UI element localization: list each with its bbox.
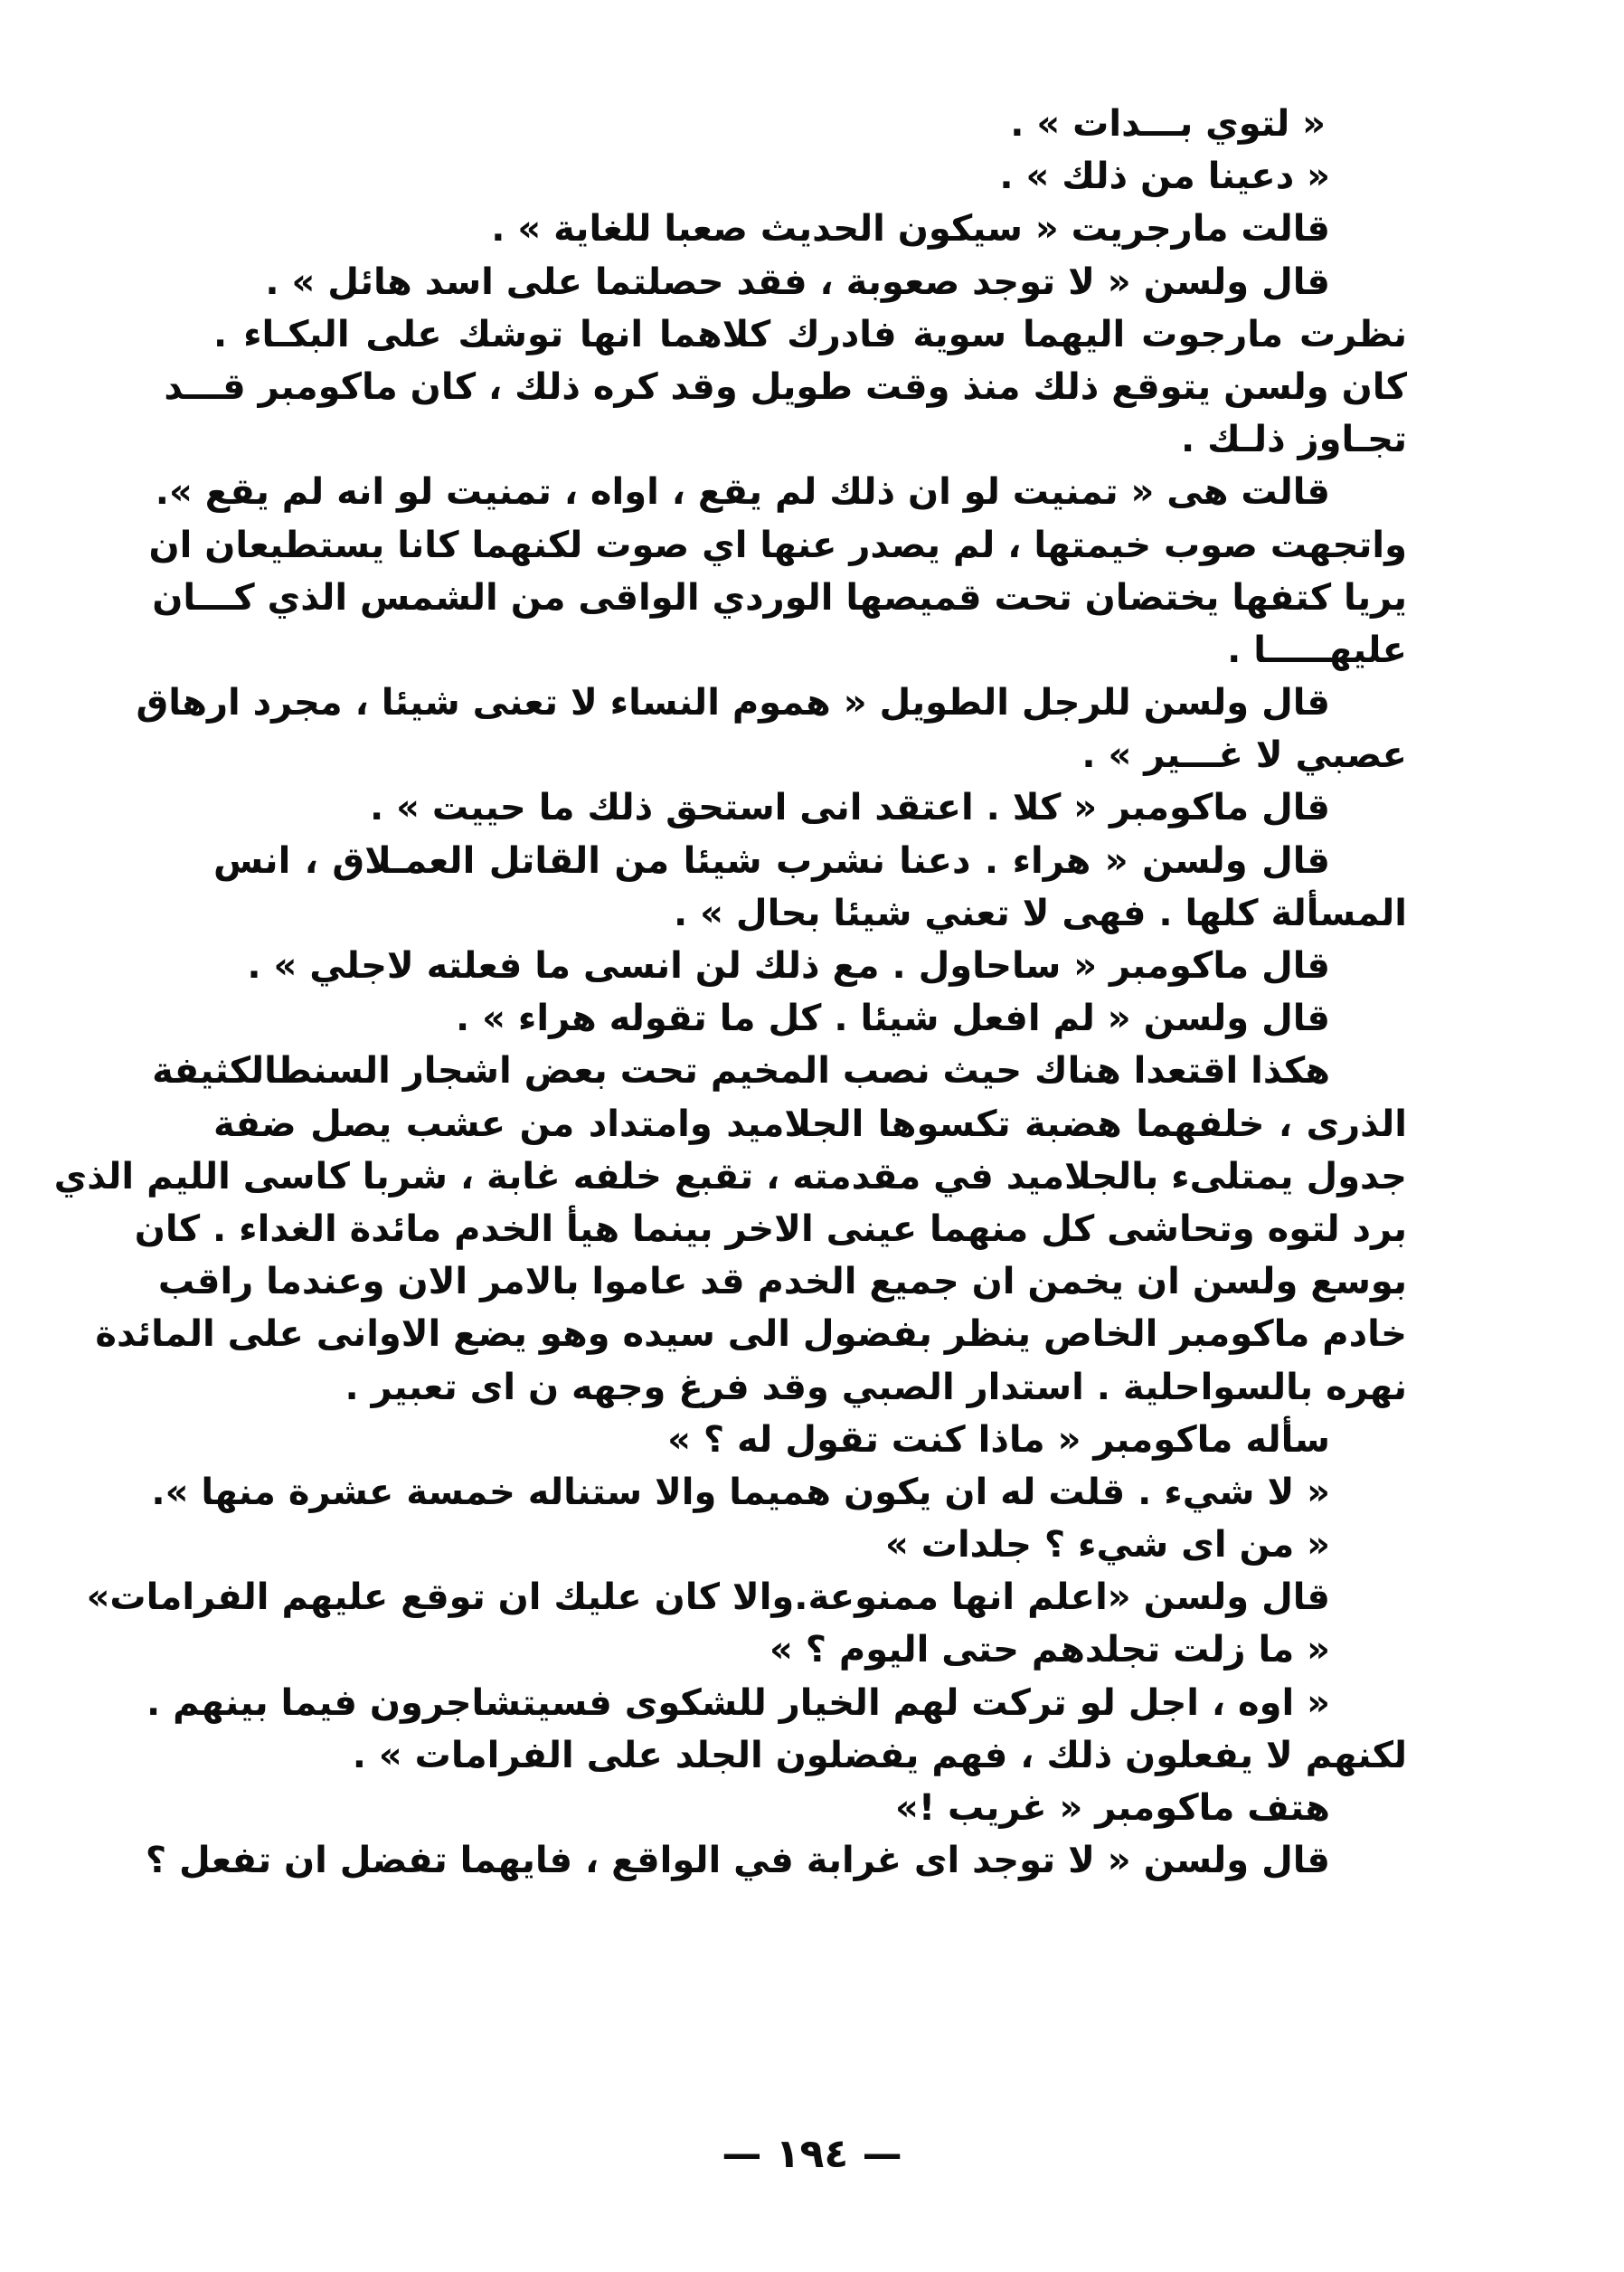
text-line: « من اى شيء ؟ جلدات » [885,1524,1330,1567]
text-line: قال ولسن « لا توجد صعوبة ، فقد حصلتما على اسد هائل » . [265,260,1330,303]
text-line: برد لتوه وتحاشى كل منهما عينى الاخر بينما هيأ الخدم مائدة الغداء . كان [134,1207,1407,1250]
text-line: « ما زلت تجلدهم حتى اليوم ؟ » [770,1629,1330,1671]
text-line: هكذا اقتعدا هناك حيث نصب المخيم تحت بعض اشجار السنطالكثيفة [152,1050,1330,1093]
text-line: الذرى ، خلفهما هضبة تكسوها الجلاميد وامتداد من عشب يصل ضفة [213,1103,1407,1145]
text-line: يريا كتفها يختضان تحت قميصها الوردي الواقى من الشمس الذي كـــان [152,576,1407,619]
text-line: قال ولسن « لم افعل شيئا . كل ما تقوله هراء » . [456,998,1330,1040]
text-line: عليهـــــا . [1227,629,1407,671]
text-line: قالت مارجريت « سيكون الحديث صعبا للغاية » . [491,208,1330,251]
page-number: — ١٩٤ — [722,2131,902,2177]
text-line: قالت هى « تمنيت لو ان ذلك لم يقع ، اواه ، تمنيت لو انه لم يقع ». [155,471,1330,514]
text-line: « دعينا من ذلك » . [999,156,1330,198]
text-line: كان ولسن يتوقع ذلك منذ وقت طويل وقد كره ذلك ، كان ماكومبر قـــد [164,365,1407,408]
text-line: واتجهت صوب خيمتها ، لم يصدر عنها اي صوت لكنهما كانا يستطيعان ان [148,524,1407,566]
text-line: سأله ماكومبر « ماذا كنت تقول له ؟ » [667,1418,1330,1461]
text-line: لكنهم لا يفعلون ذلك ، فهم يفضلون الجلد على الفرامات » . [352,1734,1407,1776]
text-line: نهره بالسواحلية . استدار الصبي وقد فرغ وجهه ن اى تعبير . [345,1366,1407,1408]
text-line: هتف ماكومبر « غريب !» [895,1787,1330,1829]
text-line: قال ولسن « لا توجد اى غرابة في الواقع ، فايهما تفضل ان تفعل ؟ [145,1840,1330,1882]
body-text [53,98,1407,1887]
text-line: قال ولسن للرجل الطويل « هموم النساء لا تعنى شيئا ، مجرد ارهاق [136,682,1330,724]
text-line: جدول يمتلىء بالجلاميد في مقدمته ، تقبع خلفه غابة ، شربا كاسى الليم الذي [53,1155,1407,1198]
text-line: قال ماكومبر « كلا . اعتقد انى استحق ذلك ما حييت » . [370,787,1330,829]
text-line: خادم ماكومبر الخاص ينظر بفضول الى سيده وهو يضع الاوانى على المائدة [95,1313,1407,1356]
text-line: « لا شيء . قلت له ان يكون هميما والا ستناله خمسة عشرة منها ». [151,1471,1330,1513]
text-line: عصبي لا غـــير » . [1081,734,1407,777]
text-line: « اوه ، اجل لو تركت لهم الخيار للشكوى فسيتشاجرون فيما بينهم . [146,1681,1330,1724]
text-line: قال ولسن « هراء . دعنا نشرب شيئا من القاتل العمـلاق ، انس [213,839,1330,882]
text-line: قال ماكومبر « ساحاول . مع ذلك لن انسى ما فعلته لاجلي » . [247,945,1330,987]
text-line: بوسع ولسن ان يخمن ان جميع الخدم قد عاموا بالامر الان وعندما راقب [157,1261,1407,1303]
text-line: نظرت مارجوت اليهما سوية فادرك كلاهما انها توشك على البكـاء . [213,313,1407,355]
text-line: « لتوي بـــدات » . [1010,103,1326,145]
text-line: المسألة كلها . فهى لا تعني شيئا بحال » . [674,892,1407,934]
text-line: تجـاوز ذلـك . [1181,419,1407,461]
text-line: قال ولسن «اعلم انها ممنوعة.والا كان عليك ان توقع عليهم الفرامات» [86,1576,1330,1619]
